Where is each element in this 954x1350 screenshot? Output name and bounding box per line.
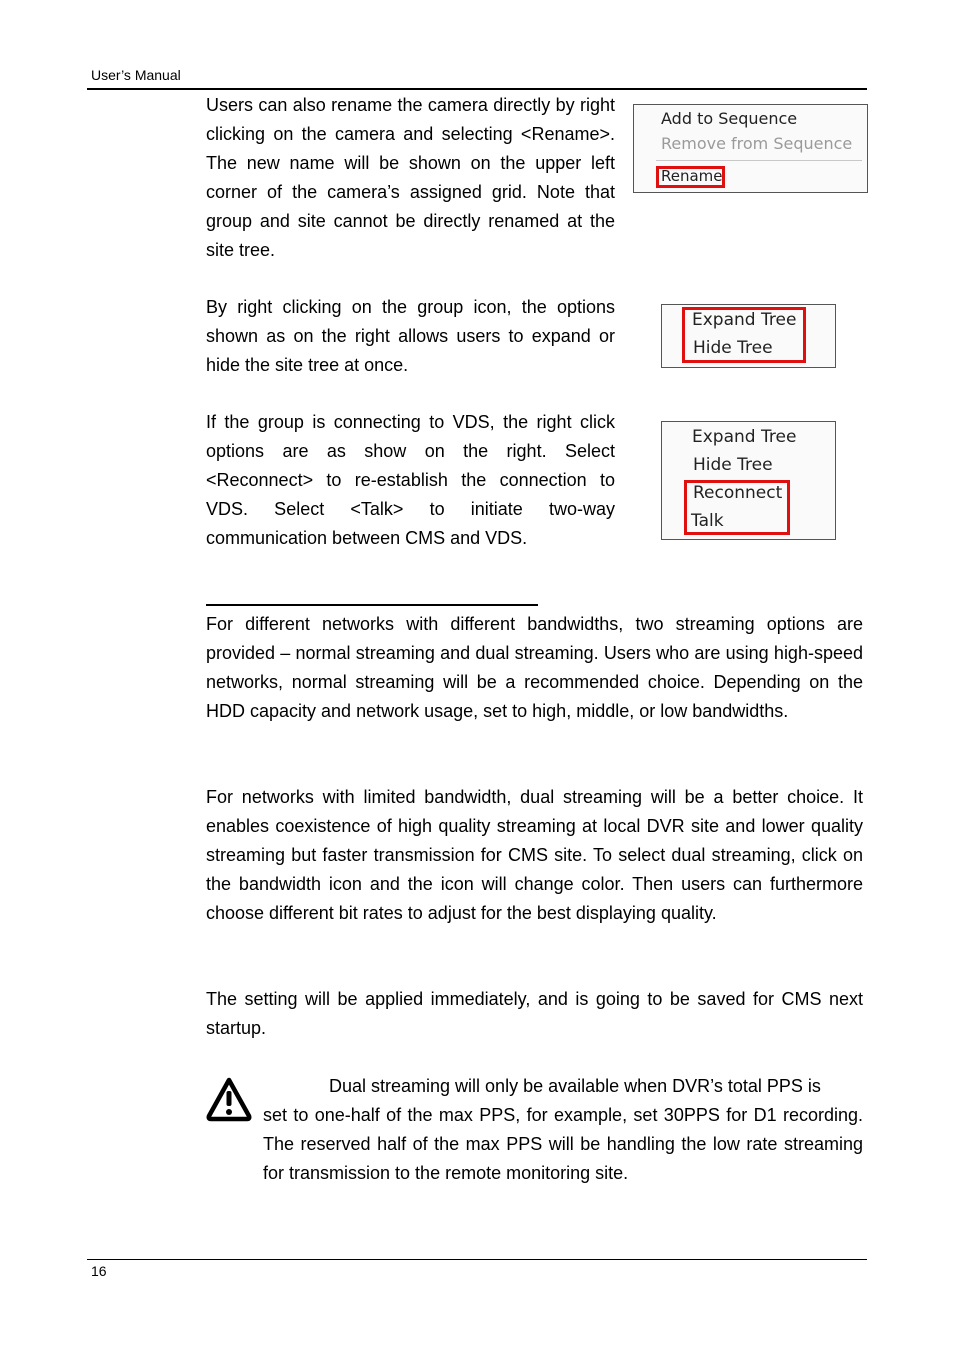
expand-hide-highlight [682,307,806,363]
rename-paragraph: Users can also rename the camera directly by right clicking on the camera and selecting <Rename>. The new name will be shown on the upper left corner of the camera’s assigned grid. Note that group and site cannot be directly renamed at the site tree. [206,95,615,260]
section-heading-rule [206,604,538,606]
menu-item-expand-tree[interactable]: Expand Tree [692,310,797,330]
header-rule [87,88,867,90]
menu-item-expand-tree[interactable]: Expand Tree [692,427,797,447]
setting-applied-paragraph: The setting will be applied immediately, and is going to be saved for CMS next startup. [206,989,863,1038]
menu-item-talk[interactable]: Talk [691,511,724,531]
dual-streaming-paragraph: For networks with limited bandwidth, dual streaming will be a better choice. It enables coexistence of high quality streaming at local DVR site and lower quality streaming but faster transmission for CMS site. To select dual streaming, click on the bandwidth icon and the icon will change color. Then users can furthermore choose different bit rates to adjust for the best displaying quality. [206,787,863,923]
menu-item-reconnect[interactable]: Reconnect [693,483,783,503]
note-paragraph [263,1072,863,1188]
rename-highlight [656,166,725,188]
group-context-menu [661,304,836,368]
menu-item-remove-from-sequence[interactable]: Remove from Sequence [661,134,853,153]
menu-item-rename[interactable]: Rename [661,167,723,185]
footer-rule [87,1259,867,1260]
menu-item-hide-tree[interactable]: Hide Tree [693,455,773,475]
vds-paragraph: If the group is connecting to VDS, the right click options are as show on the right. Select <Reconnect> to re-establish the connection to VDS. Select <Talk> to initiate two-way communication between CMS and VDS. [206,412,615,548]
camera-context-menu [633,104,868,193]
vds-group-context-menu [661,421,836,540]
note-body: set to one-half of the max PPS, for example, set 30PPS for D1 recording. The reserved half of the max PPS will be handling the low rate streaming for transmission to the remote monitoring site. [263,1105,863,1183]
reconnect-talk-highlight [684,480,790,535]
group-icon-paragraph: By right clicking on the group icon, the options shown as on the right allows users to expand or hide the site tree at once. [206,297,615,375]
menu-item-add-to-sequence[interactable]: Add to Sequence [661,109,798,128]
menu-separator [656,160,862,161]
menu-item-hide-tree[interactable]: Hide Tree [693,338,773,358]
page-number: 16 [91,1263,107,1279]
warning-triangle-icon [206,1076,252,1122]
streaming-intro-paragraph: For different networks with different bandwidths, two streaming options are provided – normal streaming and dual streaming. Users who are using high-speed networks, normal streaming will be a recommended choice. Depending on the HDD capacity and network usage, set to high, middle, or low bandwidths. [206,614,863,721]
page-header: User’s Manual [91,67,181,83]
note-first-line: Dual streaming will only be available when DVR’s total PPS is [329,1076,821,1096]
